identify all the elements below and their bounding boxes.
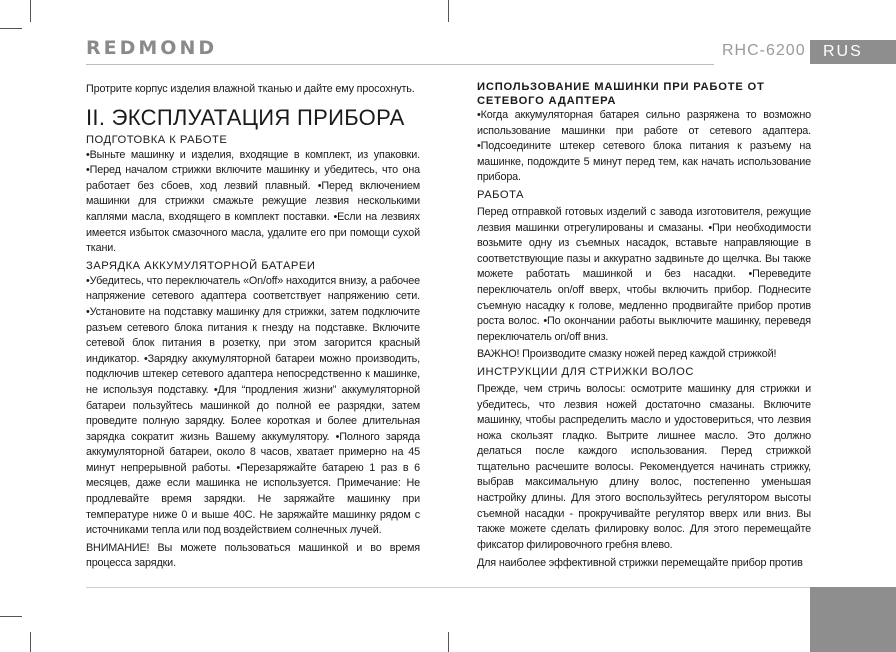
crop-mark xyxy=(0,28,22,29)
charging-heading: ЗАРЯДКА АККУМУЛЯТОРНОЙ БАТАРЕИ xyxy=(86,259,316,272)
left-column xyxy=(86,80,420,572)
preparation-heading: ПОДГОТОВКА К РАБОТЕ xyxy=(86,133,228,146)
adapter-heading: ИСПОЛЬЗОВАНИЕ МАШИНКИ ПРИ РАБОТЕ ОТ СЕТЕВОГО АДАПТЕРА xyxy=(477,81,765,107)
intro-paragraph: Протрите корпус изделия влажной тканью и дайте ему просохнуть. xyxy=(86,83,415,95)
footer-divider xyxy=(86,587,810,588)
crop-mark xyxy=(448,632,449,652)
header-divider xyxy=(86,64,714,65)
model-number: RHC-6200 xyxy=(722,42,806,59)
page-corner-block xyxy=(810,587,896,652)
charging-text: •Убедитесь, что переключатель «On/off» находится внизу, а рабочее напряжение сетевого адаптера соответствует напряжению сети. •Установите на подставку машинку для стрижки, затем подключите разъем сетевого блока питания к гнезду на подставке. Включите сетевой блок питания в розетку, при этом загорится красный индикатор. •Зарядку аккумуляторной батареи можно производить, подключив штекер сетевого адаптера непосредственно к машинке, не используя подставку. •Для “продления жизни” аккумуляторной батареи пользуйтесь машинкой до полной ее разрядки, затем проведите полную зарядку. Более короткая и более длительная зарядка сократит жизнь Вашему аккумулятору. •Полного заряда аккумуляторной батареи, около 8 часов, хватает примерно на 45 минут непрерывной работы. •Перезаряжайте батарею 1 раз в 6 месяцев, даже если машинка не используется. Примечание: Не продлевайте время зарядки. Не заряжайте машинку при температуре ниже 0 и выше 40С. Не заряжайте машинку рядом с источниками тепла или под воздействием солнечных лучей. xyxy=(86,274,420,537)
section-title: II. ЭКСПЛУАТАЦИЯ ПРИБОРА xyxy=(86,104,405,130)
brand-logo: REDMOND xyxy=(86,37,218,59)
work-heading: РАБОТА xyxy=(477,188,525,201)
warning-note: ВАЖНО! Производите смазку ножей перед каждой стрижкой! xyxy=(477,348,777,361)
work-text: Перед отправкой готовых изделий с завода изготовителя, режущие лезвия машинки отрегулированы и смазаны. •При необходимости возьмите одну из съемных насадок, вставьте направляющие в соответствующие пазы и аккуратно задвиньте до щелчка. Вы также можете работать машинкой и без насадки. •Переведите переключатель on/off вверх, чтобы включить прибор. Поднесите съемную насадку к голове, медленно продвигайте прибор против роста волос. •По окончании работы выключите машинку, переведя переключатель on/off вниз. xyxy=(477,205,811,343)
attention-note: ВНИМАНИЕ! Вы можете пользоваться машинкой и во время процесса зарядки. xyxy=(86,541,420,570)
preparation-text: •Выньте машинку и изделия, входящие в комплект, из упаковки. •Перед началом стрижки включите машинку и убедитесь, что она работает без сбоев, ход лезвий плавный. •Перед включением машинки для стрижки смажьте режущие лезвия несколькими каплями масла, входящего в комплект поставки. •Если на лезвиях имеется избыток смазочного масла, удалите его при помощи сухой ткани. xyxy=(86,148,420,255)
crop-mark xyxy=(0,616,22,617)
adapter-text: •Когда аккумуляторная батарея сильно разряжена то возможно использование машинки при работе от сетевого адаптера. •Подсоедините штекер сетевого блока питания к разъему на машинке, подождите 5 минут перед тем, как начать использование прибора. xyxy=(477,109,811,184)
continued-line: Для наиболее эффективной стрижки перемещайте прибор против xyxy=(477,557,803,570)
instructions-heading: ИНСТРУКЦИИ ДЛЯ СТРИЖКИ ВОЛОС xyxy=(477,365,694,378)
crop-mark xyxy=(448,0,449,22)
language-tab: RUS xyxy=(810,40,896,64)
instructions-text: Прежде, чем стричь волосы: осмотрите машинку для стрижки и убедитесь, что лезвия ножей достаточно смазаны. Включите машинку, чтобы распределить масло и удостовериться, что лезвия ножа скользят гладко. Вытрите лишнее масло. Это должно делаться после каждого использования. Перед стрижкой тщательно расчешите волосы. Рекомендуется начинать стрижку, выбрав максимальную длину волос, постепенно уменьшая настройку длины. Для этого воспользуйтесь регулятором высоты съемной насадки - прокручивайте регулятор вверх или вниз. Вы также можете сделать филировку волос. Для этого перемещайте фиксатор филировочного гребня влево. xyxy=(477,382,811,551)
crop-mark xyxy=(30,0,31,22)
crop-mark xyxy=(30,632,31,652)
right-column xyxy=(477,80,811,572)
